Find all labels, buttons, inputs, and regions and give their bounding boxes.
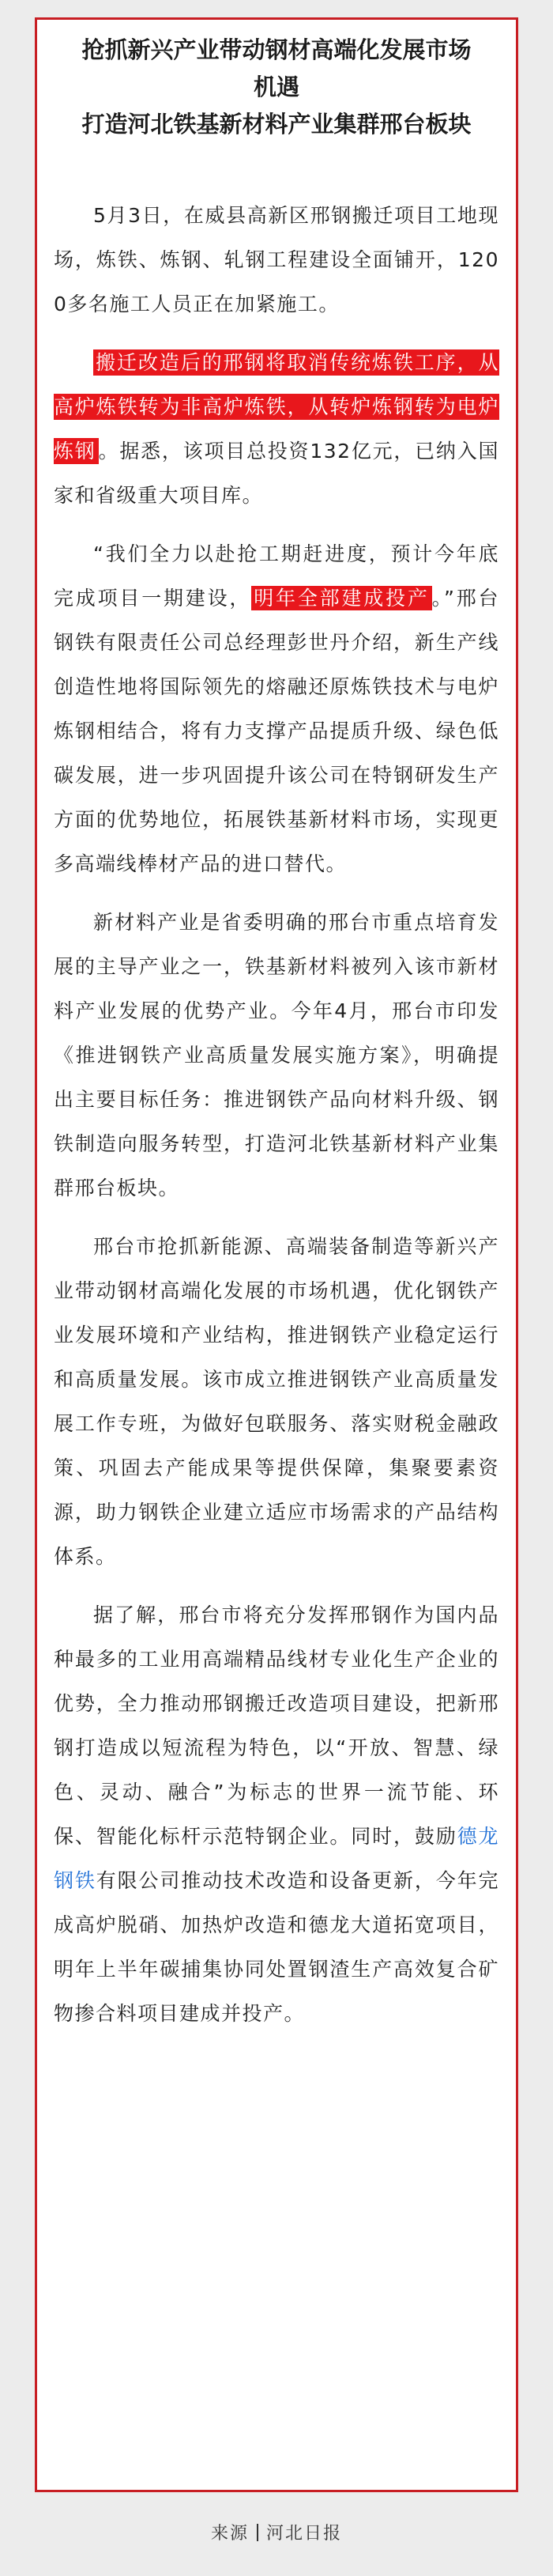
paragraph-3	[54, 532, 499, 886]
paragraph-3-text-b: 。”邢台钢铁有限责任公司总经理彭世丹介绍，新生产线创造性地将国际领先的熔融还原炼铁技术与电炉炼钢相结合，将有力支撑产品提质升级、绿色低碳发展，进一步巩固提升该公司在特钢研发生产方面的优势地位，拓展铁基新材料市场，实现更多高端线棒材产品的进口替代。	[54, 587, 499, 875]
paragraph-2-text: 。据悉，该项目总投资132亿元，已纳入国家和省级重大项目库。	[54, 440, 499, 507]
highlight-text: 搬迁改造后的邢钢将取消传统炼铁工序，从高炉炼铁转为非高炉炼铁，从转炉炼钢转为电炉炼钢	[54, 351, 499, 463]
paragraph-4	[54, 901, 499, 1211]
article-title	[54, 32, 499, 143]
paragraph-5	[54, 1225, 499, 1579]
article-body	[54, 32, 499, 2050]
title-line-3: 打造河北铁基新材料产业集群邢台板块	[81, 111, 472, 138]
paragraph-6-text-a: 据了解，邢台市将充分发挥邢钢作为国内品种最多的工业用高端精品线材专业化生产企业的优势，全力推动邢钢搬迁改造项目建设，把新邢钢打造成以短流程为特色，以“开放、智慧、绿色、灵动、融合”为标志的世界一流节能、环保、智能化标杆示范特钢企业。同时，鼓励	[54, 1603, 499, 1848]
title-line-2: 机遇	[253, 74, 299, 100]
paragraph-6-text-b: 有限公司推动技术改造和设备更新，今年完成高炉脱硝、加热炉改造和德龙大道拓宽项目，明年上半年碳捕集协同处置钢渣生产高效复合矿物掺合料项目建成并投产。	[54, 1869, 499, 2025]
title-line-1: 抢抓新兴产业带动钢材高端化发展市场	[81, 36, 472, 63]
paragraph-5-text: 邢台市抢抓新能源、高端装备制造等新兴产业带动钢材高端化发展的市场机遇，优化钢铁产业发展环境和产业结构，推进钢铁产业稳定运行和高质量发展。该市成立推进钢铁产业高质量发展工作专班，为做好包联服务、落实财税金融政策、巩固去产能成果等提供保障，集聚要素资源，助力钢铁企业建立适应市场需求的产品结构体系。	[54, 1235, 499, 1568]
paragraph-1-text: 5月3日，在威县高新区邢钢搬迁项目工地现场，炼铁、炼钢、轧钢工程建设全面铺开，1200多名施工人员正在加紧施工。	[54, 204, 499, 315]
paragraph-6	[54, 1593, 499, 2036]
paragraph-3-text-a: “我们全力以赴抢工期赶进度，预计今年底完成项目一期建设，	[54, 542, 499, 610]
source-label: 来源	[210, 2524, 249, 2544]
source-footer	[0, 2492, 553, 2576]
highlight-text: 明年全部建成投产	[251, 586, 431, 610]
paragraph-4-text: 新材料产业是省委明确的邢台市重点培育发展的主导产业之一，铁基新材料被列入该市新材料产业发展的优势产业。今年4月，邢台市印发《推进钢铁产业高质量发展实施方案》，明确提出主要目标任务：推进钢铁产品向材料升级、钢铁制造向服务转型，打造河北铁基新材料产业集群邢台板块。	[54, 911, 499, 1199]
company-link[interactable]: 德龙钢铁	[54, 1825, 499, 1892]
paragraph-2	[54, 341, 499, 518]
paragraph-1	[54, 194, 499, 327]
footer-divider	[257, 2524, 258, 2541]
source-name: 河北日报	[266, 2524, 343, 2544]
